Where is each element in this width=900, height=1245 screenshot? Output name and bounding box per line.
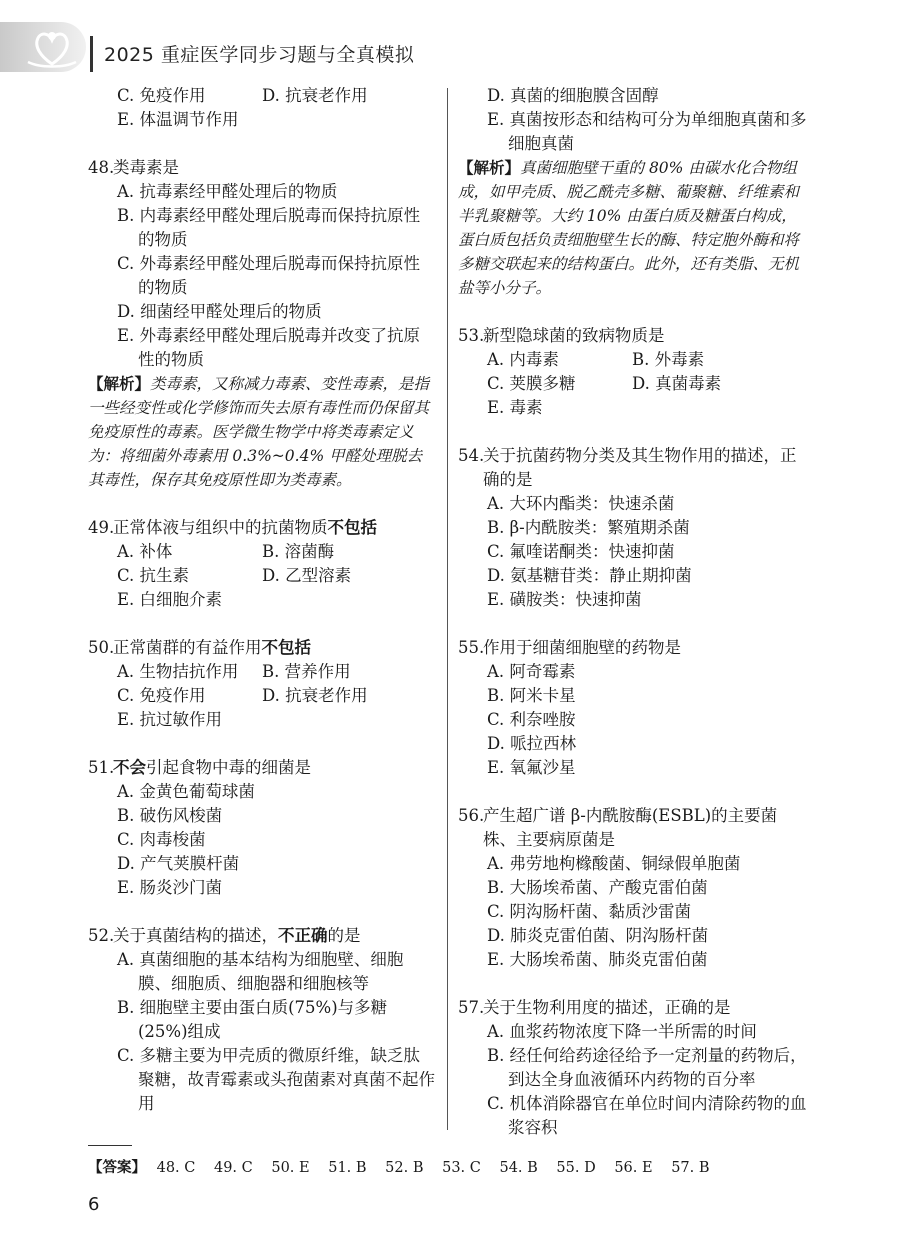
answer-item: 54. B — [499, 1160, 538, 1176]
option: B. 内毒素经甲醛处理后脱毒而保持抗原性的物质 — [117, 206, 421, 249]
publisher-logo-icon — [22, 26, 82, 70]
option: D. 产气荚膜杆菌 — [117, 854, 240, 873]
answer-item: 57. B — [671, 1160, 710, 1176]
option: A. 弗劳地枸橼酸菌、铜绿假单胞菌 — [487, 854, 741, 873]
question-stem: 51.不会引起食物中毒的细菌是 — [88, 758, 311, 777]
answer-key — [88, 1156, 724, 1177]
option: E. 体温调节作用 — [117, 110, 239, 129]
option: D. 真菌的细胞膜含固醇 — [487, 86, 659, 105]
option: A. 阿奇霉素 — [487, 662, 576, 681]
question-stem: 56.产生超广谱 β-内酰胺酶(ESBL)的主要菌株、主要病原菌是 — [458, 806, 778, 849]
question-57 — [458, 996, 810, 1140]
analysis: 【解析】类毒素，又称减力毒素、变性毒素，是指一些经变性或化学修饰而失去原有毒性而仍保留其免疫原性的毒素。医学微生物学中将类毒素定义为：将细菌外毒素用 0.3%~0.4% 甲醛处理脱去其毒性，保存其免疫原性即为类毒素。 — [88, 375, 430, 489]
question-50 — [88, 636, 436, 732]
answer-item: 51. B — [328, 1160, 367, 1176]
option: C. 免疫作用 — [117, 86, 206, 105]
option: E. 毒素 — [487, 398, 543, 417]
option-row: C. 荚膜多糖 D. 真菌毒素 — [487, 374, 722, 393]
option: E. 大肠埃希菌、肺炎克雷伯菌 — [487, 950, 708, 969]
option-row: A. 内毒素 B. 外毒素 — [487, 350, 705, 369]
answer-item: 52. B — [385, 1160, 424, 1176]
question-54 — [458, 444, 810, 612]
answer-key-label: 【答案】 — [88, 1160, 146, 1176]
question-49 — [88, 516, 436, 612]
question-53 — [458, 324, 810, 420]
question-51 — [88, 756, 436, 900]
option-row: C. 抗生素 D. 乙型溶素 — [117, 566, 352, 585]
option-row — [88, 84, 436, 108]
option: A. 抗毒素经甲醛处理后的物质 — [117, 182, 338, 201]
option-row: C. 免疫作用 D. 抗衰老作用 — [117, 686, 368, 705]
option: C. 多糖主要为甲壳质的微原纤维，缺乏肽聚糖，故青霉素或头孢菌素对真菌不起作用 — [117, 1046, 435, 1113]
option: D. 哌拉西林 — [487, 734, 577, 753]
answer-item: 49. C — [213, 1160, 253, 1176]
question-stem: 54.关于抗菌药物分类及其生物作用的描述，正确的是 — [458, 446, 797, 489]
option: A. 大环内酯类：快速杀菌 — [487, 494, 675, 513]
option: C. 机体消除器官在单位时间内清除药物的血浆容积 — [487, 1094, 807, 1137]
option-row: A. 生物拮抗作用 B. 营养作用 — [117, 662, 351, 681]
answer-item: 53. C — [442, 1160, 481, 1176]
question-56 — [458, 804, 810, 972]
analysis: 【解析】真菌细胞壁干重的 80% 由碳水化合物组成，如甲壳质、脱乙酰壳多糖、葡聚糖、纤维素和半乳聚糖等。大约 10% 由蛋白质及糖蛋白构成，蛋白质包括负责细胞壁生长的酶、特定胞外酶和将多糖交联起来的结构蛋白。此外，还有类脂、无机盐等小分子。 — [458, 159, 800, 297]
option: E. 肠炎沙门菌 — [117, 878, 223, 897]
option: A. 真菌细胞的基本结构为细胞壁、细胞膜、细胞质、细胞器和细胞核等 — [117, 950, 404, 993]
page-header — [0, 0, 900, 80]
option: C. 阴沟肠杆菌、黏质沙雷菌 — [487, 902, 692, 921]
option: D. 肺炎克雷伯菌、阴沟肠杆菌 — [487, 926, 709, 945]
answer-item: 48. C — [156, 1160, 196, 1176]
option: B. 大肠埃希菌、产酸克雷伯菌 — [487, 878, 708, 897]
option: E. 真菌按形态和结构可分为单细胞真菌和多细胞真菌 — [487, 110, 807, 153]
question-52-continued — [458, 84, 810, 300]
option: C. 氟喹诺酮类：快速抑菌 — [487, 542, 675, 561]
option: B. 经任何给药途径给予一定剂量的药物后，到达全身血液循环内药物的百分率 — [487, 1046, 807, 1089]
option: D. 抗衰老作用 — [262, 86, 368, 105]
option: E. 氧氟沙星 — [487, 758, 576, 777]
column-divider — [447, 88, 448, 1130]
book-title: 2025 重症医学同步习题与全真模拟 — [104, 44, 415, 66]
answer-item: 56. E — [614, 1160, 653, 1176]
option: C. 外毒素经甲醛处理后脱毒而保持抗原性的物质 — [117, 254, 421, 297]
question-47-tail — [88, 84, 436, 132]
option: C. 肉毒梭菌 — [117, 830, 206, 849]
option: B. 细胞壁主要由蛋白质(75%)与多糖(25%)组成 — [117, 998, 388, 1041]
question-stem: 50.正常菌群的有益作用不包括 — [88, 638, 311, 657]
option: D. 细菌经甲醛处理后的物质 — [117, 302, 322, 321]
page-number: 6 — [88, 1194, 100, 1215]
left-column — [88, 84, 436, 1140]
option: D. 氨基糖苷类：静止期抑菌 — [487, 566, 692, 585]
option: A. 金黄色葡萄球菌 — [117, 782, 255, 801]
answer-item: 50. E — [271, 1160, 310, 1176]
question-stem: 57.关于生物利用度的描述，正确的是 — [458, 998, 731, 1017]
option: E. 抗过敏作用 — [117, 710, 223, 729]
option: E. 白细胞介素 — [117, 590, 223, 609]
option: B. 阿米卡星 — [487, 686, 576, 705]
question-stem: 48.类毒素是 — [88, 158, 179, 177]
question-52 — [88, 924, 436, 1116]
right-column — [458, 84, 810, 1164]
question-48 — [88, 156, 436, 492]
option: A. 血浆药物浓度下降一半所需的时间 — [487, 1022, 757, 1041]
question-stem: 55.作用于细菌细胞壁的药物是 — [458, 638, 681, 657]
option: B. 破伤风梭菌 — [117, 806, 223, 825]
header-divider — [90, 36, 93, 72]
question-stem: 49.正常体液与组织中的抗菌物质不包括 — [88, 518, 377, 537]
option-row: A. 补体 B. 溶菌酶 — [117, 542, 335, 561]
option: C. 利奈唑胺 — [487, 710, 576, 729]
question-stem: 52.关于真菌结构的描述，不正确的是 — [88, 926, 361, 945]
option: E. 磺胺类：快速抑菌 — [487, 590, 642, 609]
option: E. 外毒素经甲醛处理后脱毒并改变了抗原性的物质 — [117, 326, 421, 369]
option: B. β-内酰胺类：繁殖期杀菌 — [487, 518, 690, 537]
answer-item: 55. D — [556, 1160, 596, 1176]
question-55 — [458, 636, 810, 780]
question-stem: 53.新型隐球菌的致病物质是 — [458, 326, 665, 345]
footnote-rule — [88, 1145, 132, 1146]
